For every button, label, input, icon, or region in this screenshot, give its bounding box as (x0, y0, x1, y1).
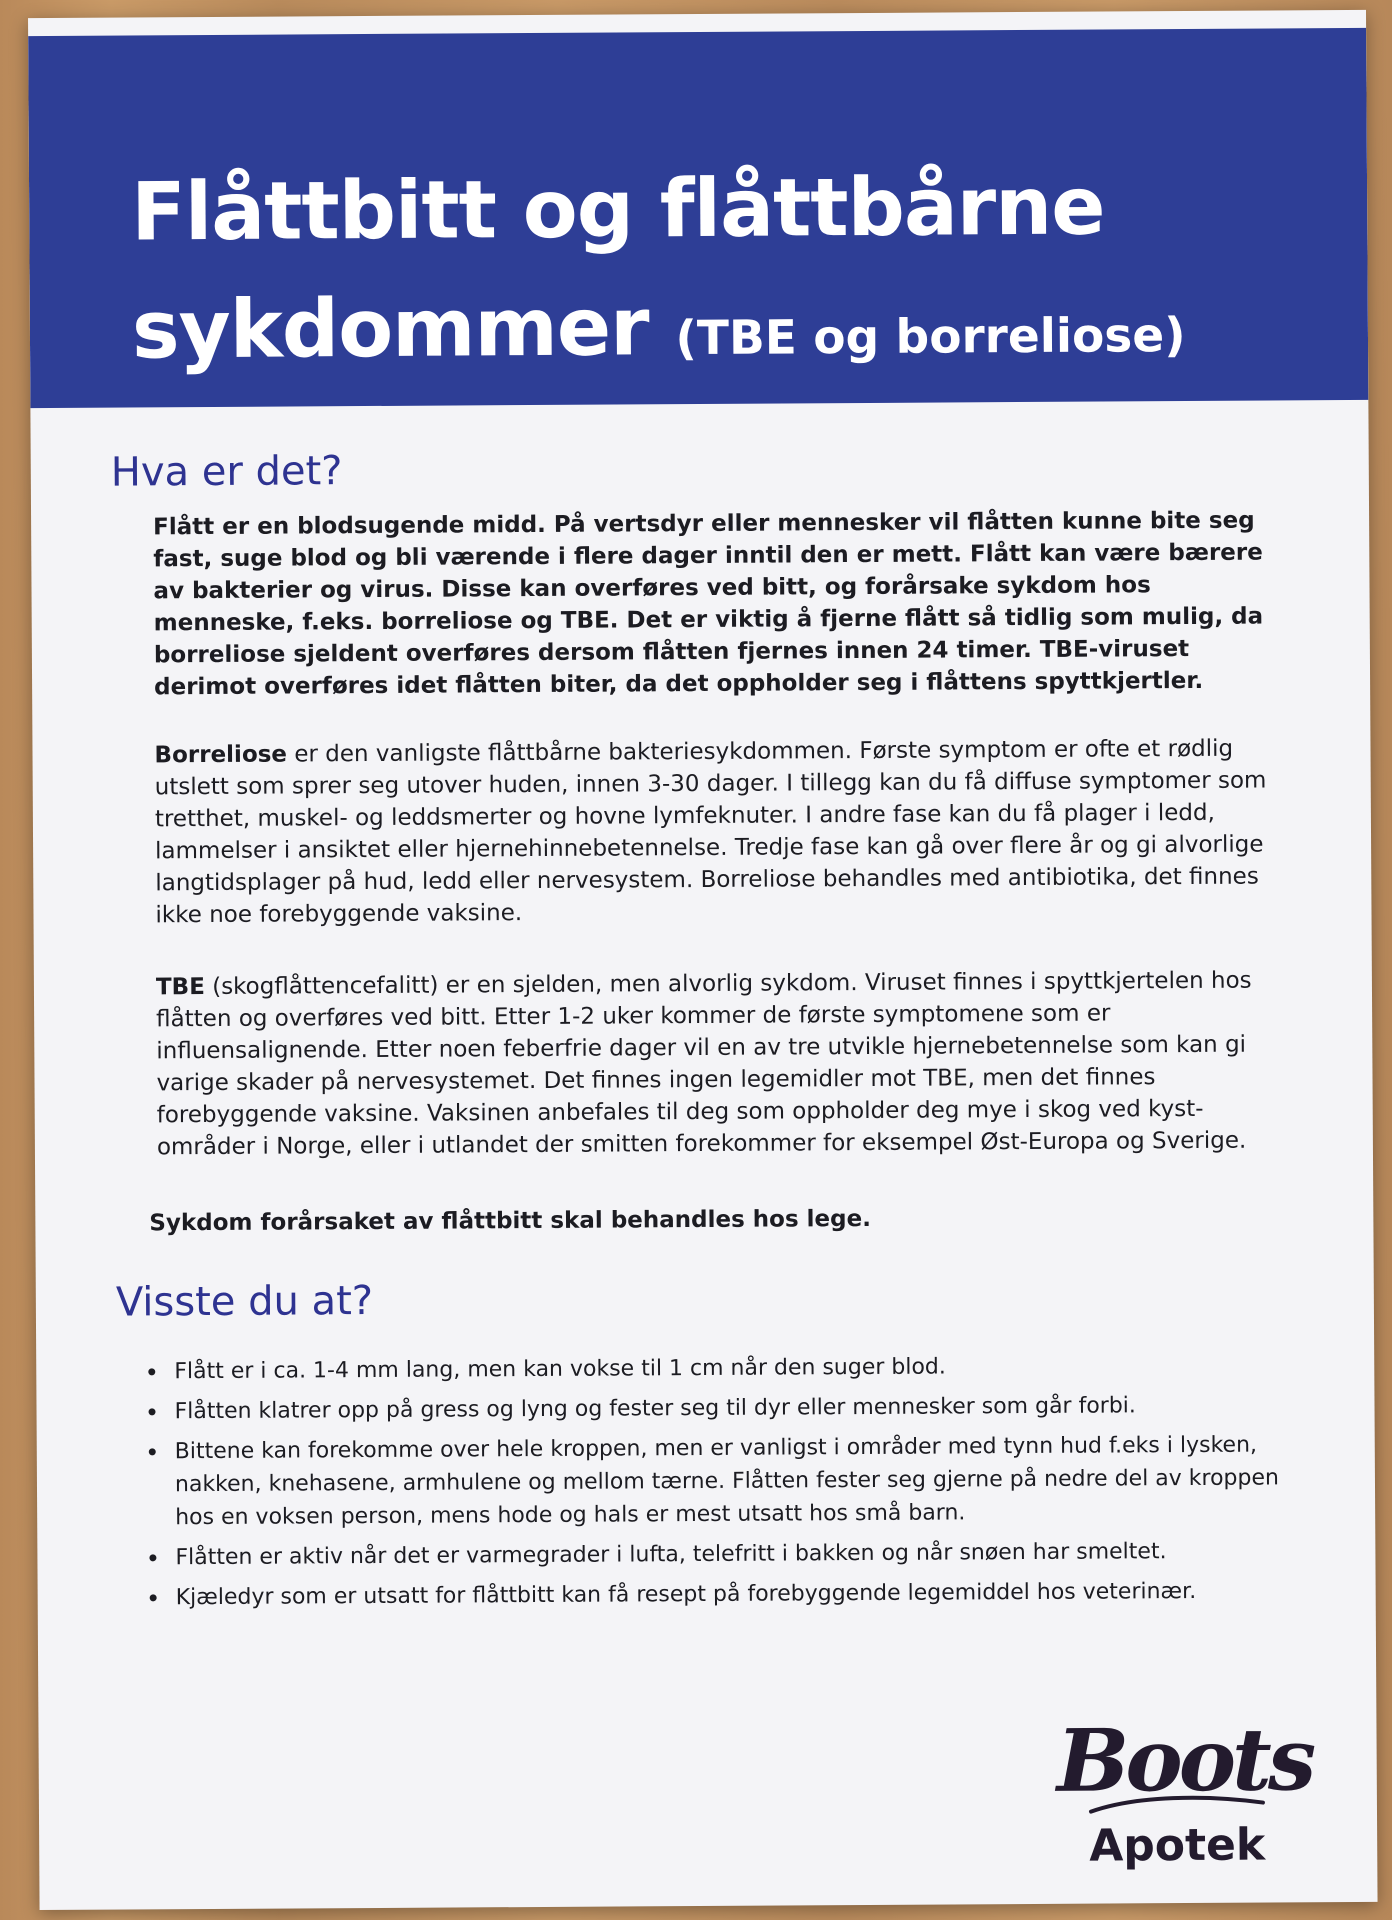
info-poster (28, 10, 1378, 1910)
list-item (147, 1534, 1287, 1574)
boots-logo-script: Boots (1056, 1709, 1313, 1812)
apotek-label: Apotek (1089, 1819, 1266, 1872)
bullet-icon (149, 1448, 156, 1455)
list-item-text: Flåtten klatrer opp på gress og lyng og fester seg til dyr eller mennesker som går forbi. (174, 1393, 1136, 1425)
title-banner (28, 28, 1368, 408)
list-item-text: Flåtten er aktiv når det er varmegrader i lufta, telefritt i bakken og når snøen har smeltet. (175, 1539, 1167, 1571)
borreliose-term: Borreliose (154, 741, 288, 769)
list-item-text: Bittene kan forekomme over hele kroppen, men er vanligst i områder med tynn hud f.eks i lysken, nakken, knehasene, armhulene og mellom tærne. Flåtten fester seg gjerne på nedre del av kroppen hos en voksen person, mens hode og hals er mest utsatt hos små barn. (174, 1432, 1279, 1531)
logo-swash-icon (1087, 1793, 1267, 1818)
bullet-icon (148, 1368, 155, 1375)
title-line-1: Flåttbitt og flåttbårne (130, 159, 1105, 259)
list-item (146, 1388, 1286, 1428)
page-title (131, 147, 1186, 401)
intro-paragraph: Flått er en blodsugende midd. På vertsdyr eller mennesker vil flåtten kunne bite seg fast, suge blod og bli værende i flere dager inntil den er mett. Flått kan være bærere av bakterier og virus. Disse kan overføres ved bitt, og forårsake sykdom hos menneske, f.eks. borreliose og TBE. Det er viktig å fjerne flått så tidlig som mulig, da borreliose sjeldent overføres dersom flåtten fjernes innen 24 timer. TBE-viruset derimot overføres idet flåtten biter, da det oppholder seg i flåttens spyttkjertler. (153, 507, 1264, 701)
section-heading-what: Hva er det? (110, 448, 343, 496)
list-item (148, 1574, 1288, 1614)
bullet-icon (150, 1594, 157, 1601)
tbe-text: (skogflåttencefalitt) er en sjelden, men alvorlig sykdom. Viruset finnes i spyttkjertelen hos flåtten og overføres ved bitt. Etter 1-2 uker kommer de første symptomene som er influensalignende. Etter noen feberfrie dager vil en av tre utvikle hjernebetennelse som kan gi varige skader på nervesystemet. Det finnes ingen legemidler mot TBE, men det finnes forebyggende vaksine. Vaksinen anbefales til deg som oppholder deg mye i skog ved kyst-områder i Norge, eller i utlandet der smitten forekommer for eksempel Øst-Europa og Sverige. (156, 967, 1252, 1161)
tbe-term: TBE (155, 974, 205, 1001)
facts-list (146, 1348, 1288, 1621)
borreliose-text: er den vanligste flåttbårne bakteriesykdommen. Første symptom er ofte et rødlig utslett som sprer seg utover huden, innen 3-30 dager. I tillegg kan du få diffuse symptomer som tretthet, muskel- og leddsmerter og hovne lymfeknuter. I andre fase kan du få plager i ledd, lammelser i ansiktet eller hjernehinnebetennelse. Tredje fase kan gå over flere år og gi alvorlige langtidsplager på hud, ledd eller nervesystem. Borreliose behandles med antibiotika, det finnes ikke noe forebyggende vaksine. (154, 735, 1267, 929)
title-subtitle: (TBE og borreliose) (675, 308, 1186, 367)
borreliose-paragraph (154, 732, 1285, 931)
list-item-text: Kjæledyr som er utsatt for flåttbitt kan få resept på forebyggende legemiddel hos veterinær. (175, 1578, 1197, 1611)
section-heading-did-you-know: Visste du at? (115, 1278, 374, 1326)
title-line-2: sykdommer (131, 280, 649, 377)
bullet-icon (149, 1554, 156, 1561)
boots-apotek-logo (1056, 1709, 1313, 1881)
bullet-icon (149, 1408, 156, 1415)
doctor-note: Sykdom forårsaket av flåttbitt skal behandles hos lege. (149, 1205, 871, 1237)
list-item (146, 1348, 1286, 1388)
list-item (147, 1428, 1288, 1534)
tbe-paragraph (156, 964, 1287, 1163)
list-item-text: Flått er i ca. 1-4 mm lang, men kan vokse til 1 cm når den suger blod. (174, 1354, 946, 1385)
